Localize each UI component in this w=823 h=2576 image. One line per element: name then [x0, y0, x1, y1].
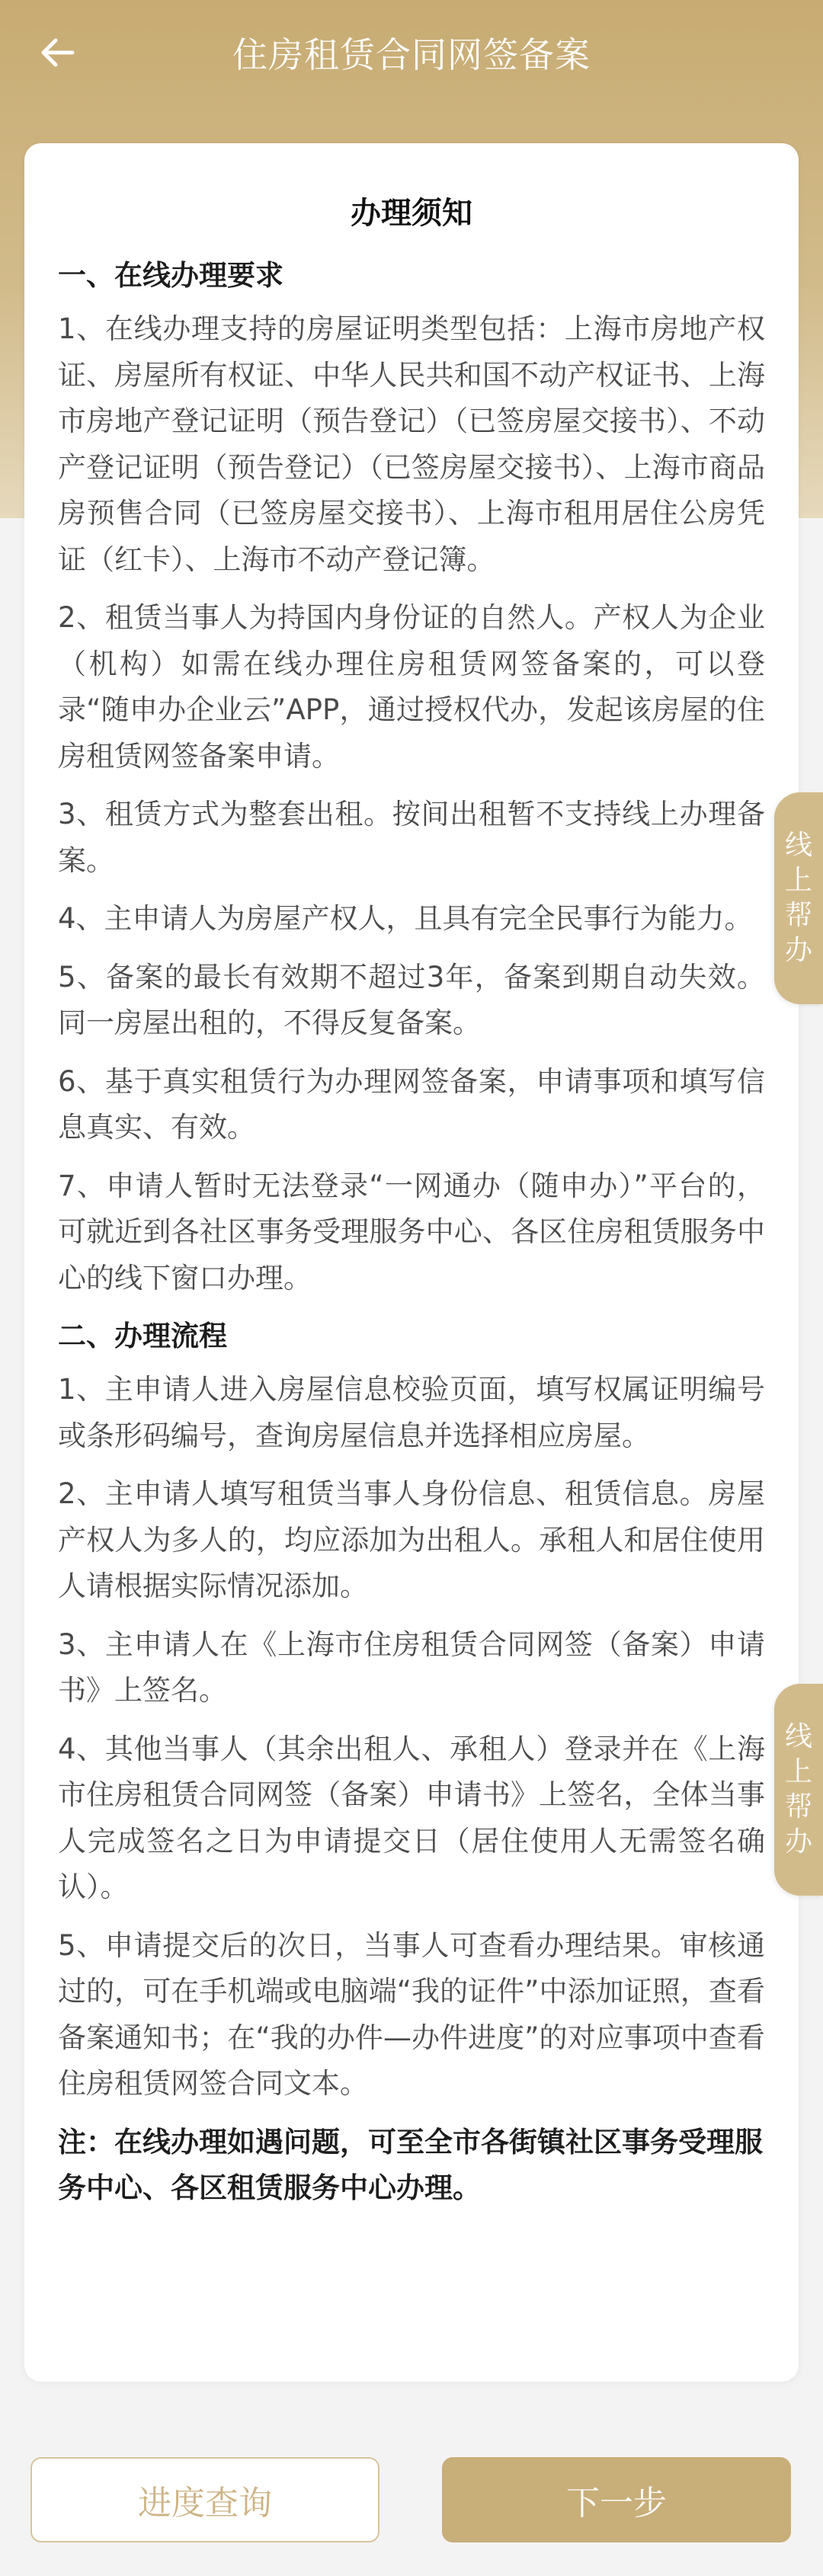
next-step-button[interactable]: 下一步 — [442, 2457, 791, 2542]
online-help-tab[interactable] — [774, 1684, 823, 1896]
notice-note: 注：在线办理如遇问题，可至全市各街镇社区事务受理服务中心、各区租赁服务中心办理。 — [58, 2125, 763, 2204]
online-help-tab[interactable] — [774, 792, 823, 1004]
requirement-item: 2、租赁当事人为持国内身份证的自然人。产权人为企业（机构）如需在线办理住房租赁网签备案的，可以登录“随申办企业云”APP，通过授权代办，发起该房屋的住房租赁网签备案申请。 — [58, 601, 765, 773]
requirement-item: 1、在线办理支持的房屋证明类型包括：上海市房地产权证、房屋所有权证、中华人民共和国不动产权证书、上海市房地产登记证明（预告登记）（已签房屋交接书）、不动产登记证明（预告登记）（已签房屋交接书）、上海市商品房预售合同（已签房屋交接书）、上海市租用居住公房凭证（红卡）、上海市不动产登记簿。 — [58, 312, 765, 576]
process-item: 1、主申请人进入房屋信息校验页面，填写权属证明编号或条形码编号，查询房屋信息并选择相应房屋。 — [58, 1373, 765, 1452]
progress-query-button[interactable]: 进度查询 — [30, 2457, 379, 2542]
online-help-char: 上 — [784, 1756, 812, 1787]
section-title-process: 二、办理流程 — [58, 1320, 227, 1352]
process-item: 2、主申请人填写租赁当事人身份信息、租赁信息。房屋产权人为多人的，均应添加为出租人。承租人和居住使用人请根据实际情况添加。 — [58, 1477, 765, 1602]
arrow-left-icon — [39, 37, 75, 68]
requirement-item: 4、主申请人为房屋产权人，且具有完全民事行为能力。 — [58, 902, 753, 935]
requirement-item: 6、基于真实租赁行为办理网签备案，申请事项和填写信息真实、有效。 — [58, 1064, 765, 1144]
page-title: 住房租赁合同网签备案 — [232, 34, 591, 75]
back-button[interactable] — [30, 26, 84, 79]
top-bar — [0, 0, 823, 105]
process-item: 5、申请提交后的次日，当事人可查看办理结果。审核通过的，可在手机端或电脑端“我的证件”中添加证照，查看备案通知书；在“我的办件—办件进度”的对应事项中查看住房租赁网签合同文本。 — [58, 1928, 765, 2100]
requirement-item: 7、申请人暂时无法登录“一网通办（随申办）”平台的，可就近到各社区事务受理服务中心、各区住房租赁服务中心的线下窗口办理。 — [58, 1169, 765, 1294]
requirement-item: 3、租赁方式为整套出租。按间出租暂不支持线上办理备案。 — [58, 798, 765, 877]
notice-card — [24, 143, 799, 2382]
requirement-item: 5、备案的最长有效期不超过3年，备案到期自动失效。同一房屋出租的，不得反复备案。 — [58, 960, 765, 1039]
online-help-char: 帮 — [784, 1791, 812, 1822]
process-item: 3、主申请人在《上海市住房租赁合同网签（备案）申请书》上签名。 — [58, 1627, 765, 1707]
section-title-requirements: 一、在线办理要求 — [58, 259, 283, 292]
online-help-char: 线 — [784, 1721, 812, 1752]
online-help-char: 办 — [784, 1826, 812, 1858]
process-item: 4、其他当事人（其余出租人、承租人）登录并在《上海市住房租赁合同网签（备案）申请书》上签名，全体当事人完成签名之日为申请提交日（居住使用人无需签名确认）。 — [58, 1732, 765, 1903]
online-help-char: 办 — [784, 935, 812, 966]
online-help-char: 帮 — [784, 900, 812, 931]
online-help-char: 上 — [784, 865, 812, 896]
notice-title: 办理须知 — [351, 196, 472, 231]
online-help-char: 线 — [784, 830, 812, 861]
